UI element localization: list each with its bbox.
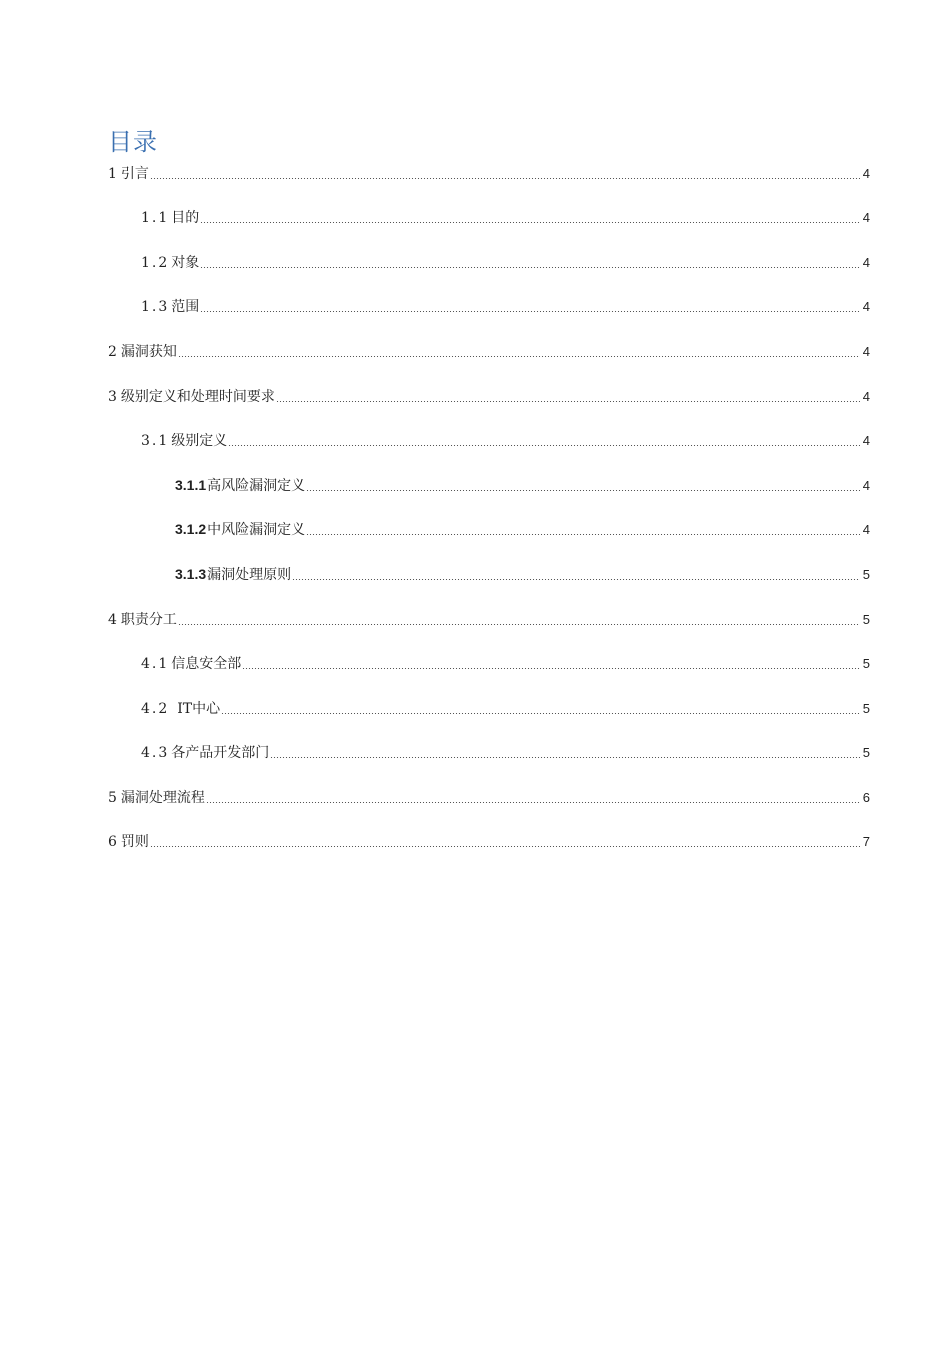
toc-entry-number: 3.1.1 [175,477,207,493]
toc-entry-page: 4 [862,389,870,404]
toc-entry[interactable] [108,606,870,630]
toc-entry-label: 各产品开发部门 [171,745,270,761]
toc-entry-label: 中风险漏洞定义 [207,522,306,538]
toc-entry[interactable] [141,695,870,719]
toc-entry-number: 4.1 [141,656,170,672]
toc-dot-leader [200,222,860,223]
toc-entry-text [141,743,269,763]
toc-entry-number: 4 [108,612,119,628]
toc-entry[interactable] [108,383,870,407]
toc-entry-number: 6 [108,834,119,850]
toc-entry-number: 4.2 [141,701,170,717]
toc-entry-label: 职责分工 [120,612,177,628]
toc-entry-text [141,297,199,317]
toc-entry-page: 4 [862,478,870,493]
toc-entry[interactable] [108,160,870,184]
toc-entry-number: 2 [108,344,119,360]
toc-dot-leader [200,267,860,268]
toc-entry-text [108,610,177,630]
toc-entry-text [108,832,149,852]
toc-dot-leader [306,534,860,535]
toc-entry-number: 3.1 [141,433,170,449]
toc-entry-label: 引言 [120,166,149,182]
toc-dot-leader [292,579,860,580]
toc-dot-leader [178,624,860,625]
toc-entry[interactable] [141,204,870,228]
toc-dot-leader [200,311,860,312]
toc-entry-text [141,253,199,273]
toc-dot-leader [221,713,860,714]
toc-entry-number: 3.1.3 [175,566,207,582]
toc-entry-text [175,564,291,585]
toc-entry[interactable] [175,561,870,585]
toc-dot-leader [178,356,860,357]
toc-entry-text [141,208,199,228]
toc-entry[interactable] [175,472,870,496]
toc-entry-label: 目的 [171,210,200,226]
toc-entry-label: 罚则 [120,834,149,850]
toc-title: 目录 [108,128,158,157]
toc-entry-label: 级别定义和处理时间要求 [120,389,275,405]
toc-entry[interactable] [141,427,870,451]
toc-entry-page: 6 [862,790,870,805]
toc-entry-page: 5 [862,567,870,582]
toc-dot-leader [228,445,860,446]
toc-entry-number: 1 [108,166,119,182]
toc-entry[interactable] [141,650,870,674]
toc-entry-page: 5 [862,745,870,760]
toc-entry-page: 4 [862,210,870,225]
toc-dot-leader [150,846,860,847]
toc-entry-page: 4 [862,255,870,270]
toc-entry-text [108,164,149,184]
toc-dot-leader [242,668,860,669]
toc-entry-number: 1.3 [141,299,170,315]
toc-entry-page: 4 [862,433,870,448]
toc-entry-label: 漏洞处理流程 [120,790,205,806]
toc-dot-leader [150,178,860,179]
toc-entry-page: 4 [862,166,870,181]
toc-entry-number: 4.3 [141,745,170,761]
toc-entry[interactable] [108,828,870,852]
toc-entry-label: 对象 [171,255,200,271]
toc-entry-text [108,342,177,362]
toc-entry-label: 范围 [171,299,200,315]
toc-entry[interactable] [141,293,870,317]
toc-entry[interactable] [141,249,870,273]
toc-entry-page: 4 [862,299,870,314]
toc-entry-number: 3.1.2 [175,521,207,537]
toc-entry[interactable] [175,516,870,540]
toc-entry-number: 3 [108,389,119,405]
toc-entry[interactable] [108,338,870,362]
toc-dot-leader [306,490,860,491]
toc-dot-leader [276,401,860,402]
toc-entry[interactable] [141,739,870,763]
toc-entry-number: 5 [108,790,119,806]
toc-entry-page: 5 [862,656,870,671]
toc-entry-text [141,431,227,451]
toc-dot-leader [270,757,860,758]
toc-dot-leader [206,802,860,803]
toc-entry-text [175,519,305,540]
toc-entry-label: 漏洞获知 [120,344,177,360]
toc-entry-text [141,699,220,719]
toc-entry-text [108,387,275,407]
toc-entry-label: 级别定义 [171,433,228,449]
toc-entry-label: 漏洞处理原则 [207,567,292,583]
toc-entry-label: IT中心 [177,701,221,717]
toc-entry[interactable] [108,784,870,808]
toc-entry-text [175,475,305,496]
toc-entry-page: 5 [862,612,870,627]
toc-entry-text [141,654,241,674]
toc-entry-page: 5 [862,701,870,716]
toc-entry-number: 1.2 [141,255,170,271]
toc-entry-label: 信息安全部 [171,656,242,672]
toc-entry-number: 1.1 [141,210,170,226]
toc-entry-label: 高风险漏洞定义 [207,478,306,494]
toc-entry-page: 4 [862,522,870,537]
toc-entry-page: 4 [862,344,870,359]
toc-entry-page: 7 [862,834,870,849]
toc-entry-text [108,788,205,808]
